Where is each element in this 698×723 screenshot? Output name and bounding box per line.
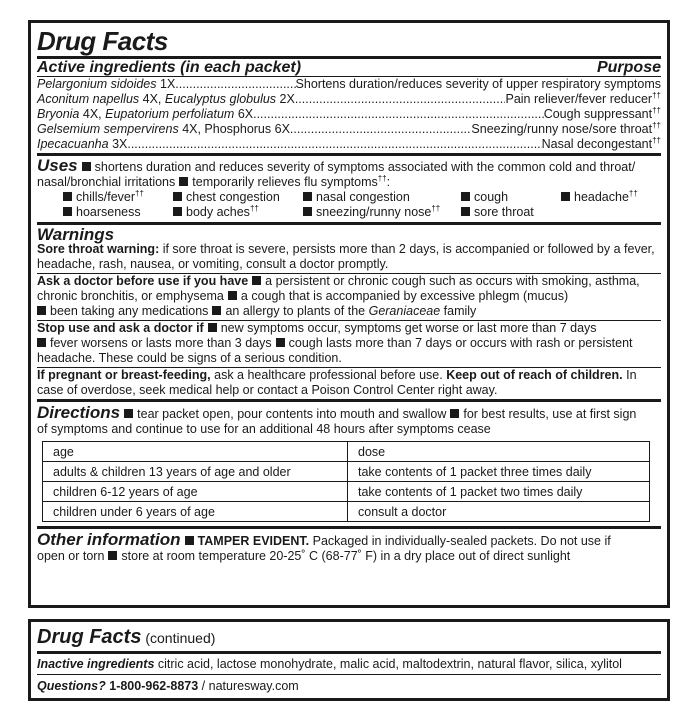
ingredient-name: Eupatorium perfoliatum [105, 107, 235, 121]
symptom-item [457, 190, 557, 205]
drug-facts-title: Drug Facts [37, 23, 661, 59]
warning-text: cough lasts more than 7 days or occurs with rash or persistent [288, 336, 633, 350]
questions-label: Questions? [37, 679, 106, 693]
bullet-icon [252, 276, 261, 285]
warning-text: headache, rash, nausea, or vomiting, consult a doctor promptly. [37, 257, 389, 271]
footnote-mark: †† [135, 188, 144, 198]
questions-line [37, 675, 661, 696]
ingredient-potency: 2X [276, 92, 295, 106]
bullet-icon [212, 306, 221, 315]
warning-text: fever worsens or lasts more than 3 days [50, 336, 272, 350]
symptom-label: body aches [186, 205, 250, 219]
bullet-icon [37, 306, 46, 315]
symptom-item [299, 190, 457, 205]
other-info-label: TAMPER EVIDENT. [197, 534, 310, 548]
table-cell: consult a doctor [348, 502, 650, 522]
active-ingredients-section [37, 59, 661, 156]
ingredient-purpose: Shortens duration/reduces severity of upper respiratory symptoms [295, 77, 661, 91]
table-cell: age [43, 442, 348, 462]
table-row [43, 502, 650, 522]
warning-text: a persistent or chronic cough such as occurs with smoking, asthma, [265, 274, 640, 288]
symptom-item [59, 190, 169, 205]
ingredient-potency: 6X [234, 107, 254, 121]
symptom-label: sore throat [474, 205, 534, 219]
active-ingredient-row [37, 122, 661, 137]
table-cell: take contents of 1 packet two times daily [348, 482, 650, 502]
active-ingredients-header: Active ingredients (in each packet) [37, 59, 302, 76]
bullet-icon [208, 323, 217, 332]
uses-section [37, 156, 661, 225]
ingredient-name: Eucalyptus globulus [164, 92, 277, 106]
leader-dots [290, 122, 472, 137]
symptom-item [169, 205, 299, 220]
uses-text: : [386, 175, 391, 189]
uses-text: temporarily relieves flu symptoms [192, 175, 378, 189]
bullet-icon [37, 338, 46, 347]
symptom-label: hoarseness [76, 205, 141, 219]
warning-text: if sore throat is severe, persists more than 2 days, is accompanied or followed by a fever, [159, 242, 655, 256]
table-cell: children 6-12 years of age [43, 482, 348, 502]
warning-text: an allergy to plants of the [225, 304, 369, 318]
bullet-icon [82, 162, 91, 171]
warning-text: ask a healthcare professional before use. [210, 368, 447, 382]
phone-number: 1-800-962-8873 [105, 679, 199, 693]
bullet-icon [108, 551, 117, 560]
inactive-ingredients-label: Inactive ingredients [37, 657, 155, 671]
stop-use-warning [37, 321, 661, 368]
bullet-icon [303, 207, 312, 216]
website-text: / naturesway.com [198, 679, 299, 693]
ingredient-purpose: Nasal decongestant [541, 137, 653, 151]
footnote-mark: †† [652, 120, 661, 130]
leader-dots [253, 107, 544, 122]
ingredient-purpose: Sneezing/runny nose/sore throat [471, 122, 653, 136]
ingredient-potency: 1X [156, 77, 176, 91]
warning-text: chronic bronchitis, or emphysema [37, 289, 224, 303]
pregnancy-warning [37, 368, 661, 399]
table-cell: children under 6 years of age [43, 502, 348, 522]
ingredient-potency: 4X, Phosphorus 6X [178, 122, 290, 136]
active-ingredient-row [37, 77, 661, 92]
table-row [43, 442, 650, 462]
directions-text: for best results, use at first sign [463, 407, 637, 421]
dosage-table [42, 441, 650, 522]
table-cell: take contents of 1 packet three times daily [348, 462, 650, 482]
other-information-section [37, 529, 661, 564]
other-info-text: store at room temperature 20-25˚ C (68-77˚ F) in a dry place out of direct sunlight [121, 549, 571, 563]
leader-dots [175, 77, 295, 92]
footnote-mark: †† [249, 203, 259, 213]
symptom-label: chest congestion [186, 190, 280, 204]
active-ingredients-header-row [37, 59, 661, 77]
directions-section [37, 402, 661, 529]
ask-doctor-warning [37, 274, 661, 321]
sore-throat-warning [37, 242, 661, 274]
footnote-mark: †† [377, 173, 387, 183]
bullet-icon [461, 192, 470, 201]
continued-title: Drug Facts [37, 626, 142, 648]
footnote-mark: †† [628, 188, 638, 198]
ingredient-potency: 4X, [139, 92, 165, 106]
bullet-icon [124, 409, 133, 418]
leader-dots [127, 137, 541, 152]
directions-text: tear packet open, pour contents into mouth and swallow [137, 407, 447, 421]
ingredient-name: Gelsemium sempervirens [37, 122, 179, 136]
other-info-text: Packaged in individually-sealed packets. Do not use if [309, 534, 611, 548]
leader-dots [295, 92, 506, 107]
table-row [43, 482, 650, 502]
symptom-item [457, 205, 557, 220]
warning-text: In [622, 368, 637, 382]
continued-suffix: (continued) [141, 630, 216, 646]
ingredient-purpose: Cough suppressant [543, 107, 653, 121]
table-row [43, 462, 650, 482]
footnote-mark: †† [652, 90, 661, 100]
warning-label: Stop use and ask a doctor if [37, 321, 204, 335]
bullet-icon [303, 192, 312, 201]
uses-text: nasal/bronchial irritations [37, 175, 176, 189]
bullet-icon [63, 207, 72, 216]
bullet-icon [185, 536, 194, 545]
warning-text: a cough that is accompanied by excessive phlegm (mucus) [240, 289, 569, 303]
inactive-ingredients [37, 654, 661, 675]
symptom-item [557, 190, 677, 205]
footnote-mark: †† [652, 105, 661, 115]
warning-text: headache. These could be signs of a serious condition. [37, 351, 342, 365]
symptoms-grid [37, 190, 661, 220]
warning-label: If pregnant or breast-feeding, [37, 368, 211, 382]
ingredient-purpose: Pain reliever/fever reducer [505, 92, 653, 106]
active-ingredient-row [37, 137, 661, 152]
warnings-title: Warnings [37, 225, 115, 244]
uses-text: shortens duration and reduces severity of symptoms associated with the common cold and throat/ [94, 160, 636, 174]
ingredient-name: Ipecacuanha [37, 137, 109, 151]
symptom-label: headache [574, 190, 629, 204]
bullet-icon [561, 192, 570, 201]
warning-label: Ask a doctor before use if you have [37, 274, 249, 288]
footnote-mark: †† [431, 203, 441, 213]
symptom-item [169, 190, 299, 205]
other-information-title: Other information [37, 530, 181, 549]
ingredient-name: Pelargonium sidoides [37, 77, 157, 91]
warning-text: new symptoms occur, symptoms get worse or last more than 7 days [220, 321, 597, 335]
purpose-header: Purpose [596, 59, 661, 76]
uses-title: Uses [37, 156, 78, 175]
table-cell: dose [348, 442, 650, 462]
symptom-label: cough [474, 190, 509, 204]
warning-text: family [440, 304, 477, 318]
warning-text: Geraniaceae [368, 304, 441, 318]
ingredient-potency: 4X, [79, 107, 106, 121]
continued-header [37, 622, 661, 654]
warning-text: been taking any medications [50, 304, 209, 318]
directions-text: of symptoms and continue to use for an additional 48 hours after symptoms cease [37, 422, 491, 436]
symptom-label: sneezing/runny nose [316, 205, 432, 219]
bullet-icon [276, 338, 285, 347]
ingredient-potency: 3X [108, 137, 128, 151]
bullet-icon [173, 207, 182, 216]
warnings-section [37, 225, 661, 402]
directions-title: Directions [37, 403, 121, 422]
ingredient-name: Bryonia [37, 107, 80, 121]
warning-text: case of overdose, seek medical help or contact a Poison Control Center right away. [37, 383, 498, 397]
bullet-icon [179, 177, 188, 186]
table-cell: adults & children 13 years of age and older [43, 462, 348, 482]
footnote-mark: †† [652, 135, 661, 145]
other-info-text: open or torn [37, 549, 105, 563]
active-ingredient-row [37, 107, 661, 122]
bullet-icon [63, 192, 72, 201]
bullet-icon [450, 409, 459, 418]
warning-label: Keep out of reach of children. [446, 368, 623, 382]
drug-facts-continued-panel [28, 619, 670, 701]
bullet-icon [173, 192, 182, 201]
inactive-ingredients-text: citric acid, lactose monohydrate, malic acid, maltodextrin, natural flavor, silica, xylitol [154, 657, 622, 671]
bullet-icon [461, 207, 470, 216]
active-ingredient-row [37, 92, 661, 107]
warning-label: Sore throat warning: [37, 242, 160, 256]
symptom-item [59, 205, 169, 220]
symptom-label: nasal congestion [316, 190, 410, 204]
symptom-item [299, 205, 457, 220]
ingredient-name: Aconitum napellus [37, 92, 140, 106]
bullet-icon [228, 291, 237, 300]
drug-facts-panel [28, 20, 670, 608]
symptom-label: chills/fever [76, 190, 136, 204]
